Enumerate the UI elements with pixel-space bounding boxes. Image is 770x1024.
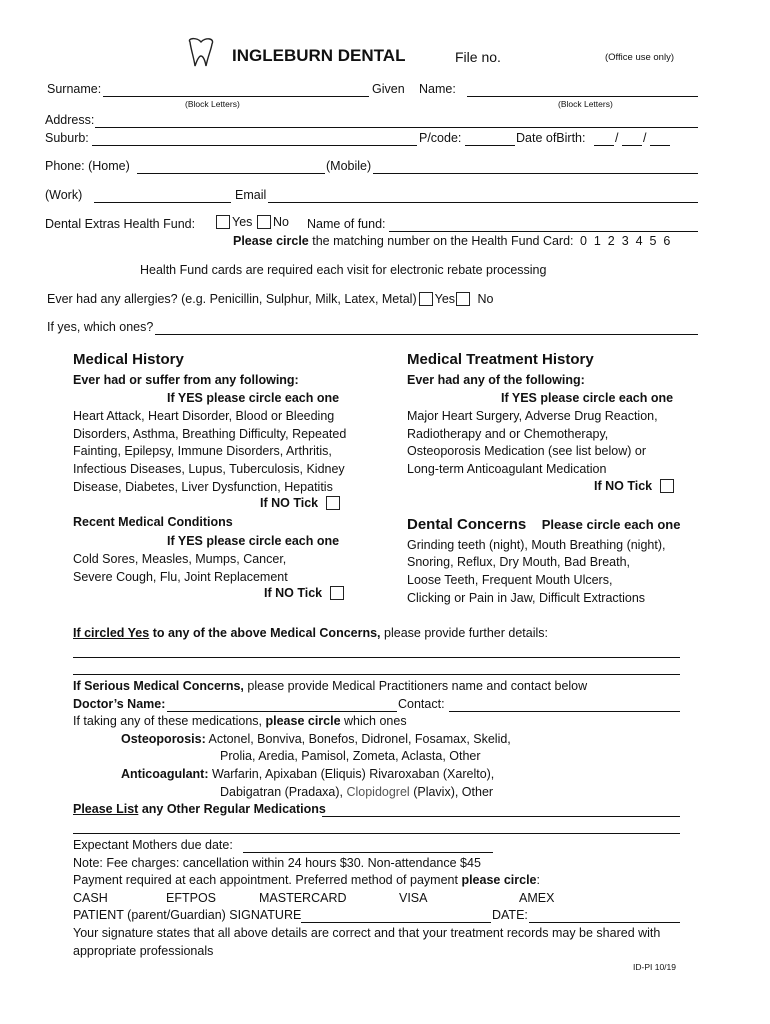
medical-condition-line[interactable]: Disease, Diabetes, Liver Dysfunction, Hepatitis <box>73 480 333 494</box>
suburb-field[interactable] <box>92 145 417 146</box>
medications-text-2: which ones <box>344 714 407 728</box>
rebate-note: Health Fund cards are required each visit for electronic rebate processing <box>140 263 547 277</box>
consent-line-2: appropriate professionals <box>73 944 214 958</box>
health-fund-label: Dental Extras Health Fund: <box>45 217 196 231</box>
further-details-field-2[interactable] <box>73 674 680 675</box>
name-label: Name: <box>419 82 456 96</box>
signature-label: PATIENT (parent/Guardian) SIGNATURE <box>73 908 302 922</box>
medical-history-title: Medical History <box>73 351 184 368</box>
due-date-field[interactable] <box>243 852 493 853</box>
mobile-field[interactable] <box>373 173 698 174</box>
dob-year-field[interactable] <box>650 145 670 146</box>
recent-conditions-no-tick <box>264 586 346 601</box>
given-block-letters-note: (Block Letters) <box>558 99 613 109</box>
medical-history-circle-note: If YES please circle each one <box>167 391 340 405</box>
allergies-yes-label: Yes <box>434 292 456 306</box>
surname-block-letters-note: (Block Letters) <box>185 99 240 109</box>
treatment-history-no-tick <box>594 479 676 494</box>
health-fund-no-option[interactable] <box>255 215 289 230</box>
anticoagulant-med-dabigatran[interactable]: Dabigatran (Pradaxa), <box>220 785 343 799</box>
address-field[interactable] <box>95 127 698 128</box>
payment-option-eftpos[interactable]: EFTPOS <box>166 891 217 905</box>
dental-concern-line[interactable]: Grinding teeth (night), Mouth Breathing (night), <box>407 538 666 552</box>
date-label: DATE: <box>492 908 528 922</box>
further-details-prompt <box>73 626 548 641</box>
medical-condition-line[interactable]: Infectious Diseases, Lupus, Tuberculosis, Kidney <box>73 462 345 476</box>
no-tick-label: If NO Tick <box>594 479 653 493</box>
file-no-label: File no. <box>455 49 501 65</box>
given-name-field[interactable] <box>467 96 698 97</box>
health-card-number-line <box>233 234 670 249</box>
osteoporosis-meds-line-2[interactable]: Prolia, Aredia, Pamisol, Zometa, Aclasta, Other <box>220 749 481 763</box>
payment-option-visa[interactable]: VISA <box>399 891 428 905</box>
circle-instruction-text: the matching number on the Health Fund Card: <box>312 234 574 248</box>
allergies-which-label: If yes, which ones? <box>47 320 154 334</box>
dob-day-field[interactable] <box>594 145 614 146</box>
mobile-label: (Mobile) <box>326 159 372 173</box>
health-fund-no-label: No <box>273 215 289 229</box>
other-medications-prompt <box>73 802 326 817</box>
other-medications-field-1[interactable] <box>322 816 680 817</box>
other-medications-bold: any Other Regular Medications <box>141 802 326 816</box>
phone-home-field[interactable] <box>137 173 325 174</box>
anticoagulant-med-clopidogrel[interactable]: Clopidogrel <box>346 785 410 799</box>
circled-yes-bold: to any of the above Medical Concerns, <box>152 626 381 640</box>
contact-label: Contact: <box>398 697 445 711</box>
work-label: (Work) <box>45 188 83 202</box>
medications-circle-bold: please circle <box>265 714 341 728</box>
dental-concern-line[interactable]: Loose Teeth, Frequent Mouth Ulcers, <box>407 573 613 587</box>
medical-condition-line[interactable]: Fainting, Epilepsy, Immune Disorders, Arthritis, <box>73 444 332 458</box>
health-card-numbers[interactable]: 0 1 2 3 4 5 6 <box>580 234 671 248</box>
fund-name-field[interactable] <box>389 231 698 232</box>
medications-prompt <box>73 714 407 729</box>
allergies-no-label: No <box>477 292 494 306</box>
allergies-yes-checkbox[interactable] <box>419 292 433 306</box>
medical-history-subtitle: Ever had or suffer from any following: <box>73 373 299 387</box>
treatment-history-subtitle: Ever had any of the following: <box>407 373 585 387</box>
allergies-which-field[interactable] <box>155 334 698 335</box>
consent-line-1: Your signature states that all above details are correct and that your treatment records may be shared with <box>73 926 661 940</box>
phone-home-label: Phone: (Home) <box>45 159 130 173</box>
email-label: Email <box>235 188 267 202</box>
health-fund-yes-checkbox[interactable] <box>216 215 230 229</box>
health-fund-no-checkbox[interactable] <box>257 215 271 229</box>
treatment-line[interactable]: Long-term Anticoagulant Medication <box>407 462 607 476</box>
other-medications-field-2[interactable] <box>73 833 680 834</box>
allergies-question-text: Ever had any allergies? (e.g. Penicillin, Sulphur, Milk, Latex, Metal) <box>47 292 417 306</box>
doctor-name-label: Doctor’s Name: <box>73 697 166 711</box>
doctor-name-field[interactable] <box>167 711 397 712</box>
fund-name-label: Name of fund: <box>307 217 386 231</box>
surname-field[interactable] <box>103 96 369 97</box>
payment-prompt <box>73 873 540 888</box>
circle-instruction: Please circle <box>233 234 309 248</box>
email-field[interactable] <box>268 202 698 203</box>
payment-colon: : <box>536 873 540 887</box>
anticoagulant-meds-row <box>121 767 494 782</box>
medications-text-1: If taking any of these medications, <box>73 714 262 728</box>
dental-concerns-circle-note: Please circle each one <box>541 517 681 532</box>
further-details-field-1[interactable] <box>73 657 680 658</box>
medical-history-no-tick <box>260 496 342 511</box>
dental-concern-line[interactable]: Clicking or Pain in Jaw, Difficult Extractions <box>407 591 646 605</box>
anticoagulant-label: Anticoagulant: <box>121 767 209 781</box>
dob-separator: / <box>643 131 647 145</box>
anticoagulant-med-plavix-other[interactable]: (Plavix), Other <box>413 785 494 799</box>
please-list-label: Please List <box>73 802 139 816</box>
given-label: Given <box>372 82 405 96</box>
medical-condition-line[interactable]: Heart Attack, Heart Disorder, Blood or Bleeding <box>73 409 335 423</box>
serious-concerns-prompt <box>73 679 587 694</box>
allergies-no-checkbox[interactable] <box>456 292 470 306</box>
recent-conditions-circle-note: If YES please circle each one <box>167 534 340 548</box>
form-id: ID-PI 10/19 <box>633 962 676 972</box>
treatment-line[interactable]: Major Heart Surgery, Adverse Drug Reaction, <box>407 409 658 423</box>
dob-separator: / <box>615 131 619 145</box>
allergies-question <box>47 292 494 307</box>
signature-field[interactable] <box>301 922 491 923</box>
health-fund-yes-label: Yes <box>232 215 253 229</box>
medical-condition-line[interactable]: Disorders, Asthma, Breathing Difficulty, Repeated <box>73 427 347 441</box>
no-tick-label: If NO Tick <box>260 496 319 510</box>
osteoporosis-meds-row <box>121 732 511 747</box>
health-fund-yes-option[interactable] <box>214 215 252 230</box>
treatment-history-circle-note: If YES please circle each one <box>501 391 674 405</box>
expectant-mothers-label: Expectant Mothers due date: <box>73 838 233 852</box>
dental-concern-line[interactable]: Snoring, Reflux, Dry Mouth, Bad Breath, <box>407 555 631 569</box>
anticoagulant-meds-line-1[interactable]: Warfarin, Apixaban (Eliquis) Rivaroxaban (Xarelto), <box>211 767 495 781</box>
contact-field[interactable] <box>449 711 680 712</box>
work-phone-field[interactable] <box>94 202 231 203</box>
surname-label: Surname: <box>47 82 102 96</box>
dob-month-field[interactable] <box>622 145 642 146</box>
treatment-history-no-checkbox[interactable] <box>660 479 674 493</box>
dental-concerns-header <box>407 516 680 534</box>
payment-text: Payment required at each appointment. Preferred method of payment <box>73 873 458 887</box>
treatment-line[interactable]: Osteoporosis Medication (see list below) or <box>407 444 646 458</box>
payment-circle-bold: please circle <box>461 873 537 887</box>
dob-label: Date ofBirth: <box>516 131 586 145</box>
no-tick-label: If NO Tick <box>264 586 323 600</box>
date-field[interactable] <box>529 922 680 923</box>
circled-yes-text: please provide further details: <box>384 626 548 640</box>
address-label: Address: <box>45 113 95 127</box>
suburb-label: Suburb: <box>45 131 89 145</box>
fee-note: Note: Fee charges: cancellation within 24 hours $30. Non-attendance $45 <box>73 856 481 870</box>
treatment-line[interactable]: Radiotherapy and or Chemotherapy, <box>407 427 609 441</box>
recent-condition-line[interactable]: Severe Cough, Flu, Joint Replacement <box>73 570 288 584</box>
clinic-title: INGLEBURN DENTAL <box>232 46 406 65</box>
treatment-history-title: Medical Treatment History <box>407 351 594 368</box>
payment-option-amex[interactable]: AMEX <box>519 891 555 905</box>
osteoporosis-label: Osteoporosis: <box>121 732 206 746</box>
serious-concerns-bold: If Serious Medical Concerns, <box>73 679 244 693</box>
recent-conditions-title: Recent Medical Conditions <box>73 515 233 529</box>
anticoagulant-meds-line-2[interactable] <box>220 785 493 800</box>
osteoporosis-meds-line-1[interactable]: Actonel, Bonviva, Bonefos, Didronel, Fosamax, Skelid, <box>208 732 511 746</box>
circled-yes-label: If circled Yes <box>73 626 150 640</box>
postcode-label: P/code: <box>419 131 462 145</box>
recent-conditions-no-checkbox[interactable] <box>330 586 344 600</box>
payment-option-cash[interactable]: CASH <box>73 891 108 905</box>
serious-concerns-text: please provide Medical Practitioners name and contact below <box>247 679 588 693</box>
office-use-note: (Office use only) <box>605 52 674 63</box>
recent-condition-line[interactable]: Cold Sores, Measles, Mumps, Cancer, <box>73 552 287 566</box>
tooth-logo-icon <box>184 36 218 74</box>
dental-concerns-title: Dental Concerns <box>407 516 527 533</box>
medical-history-no-checkbox[interactable] <box>326 496 340 510</box>
postcode-field[interactable] <box>465 145 515 146</box>
payment-option-mastercard[interactable]: MASTERCARD <box>259 891 347 905</box>
